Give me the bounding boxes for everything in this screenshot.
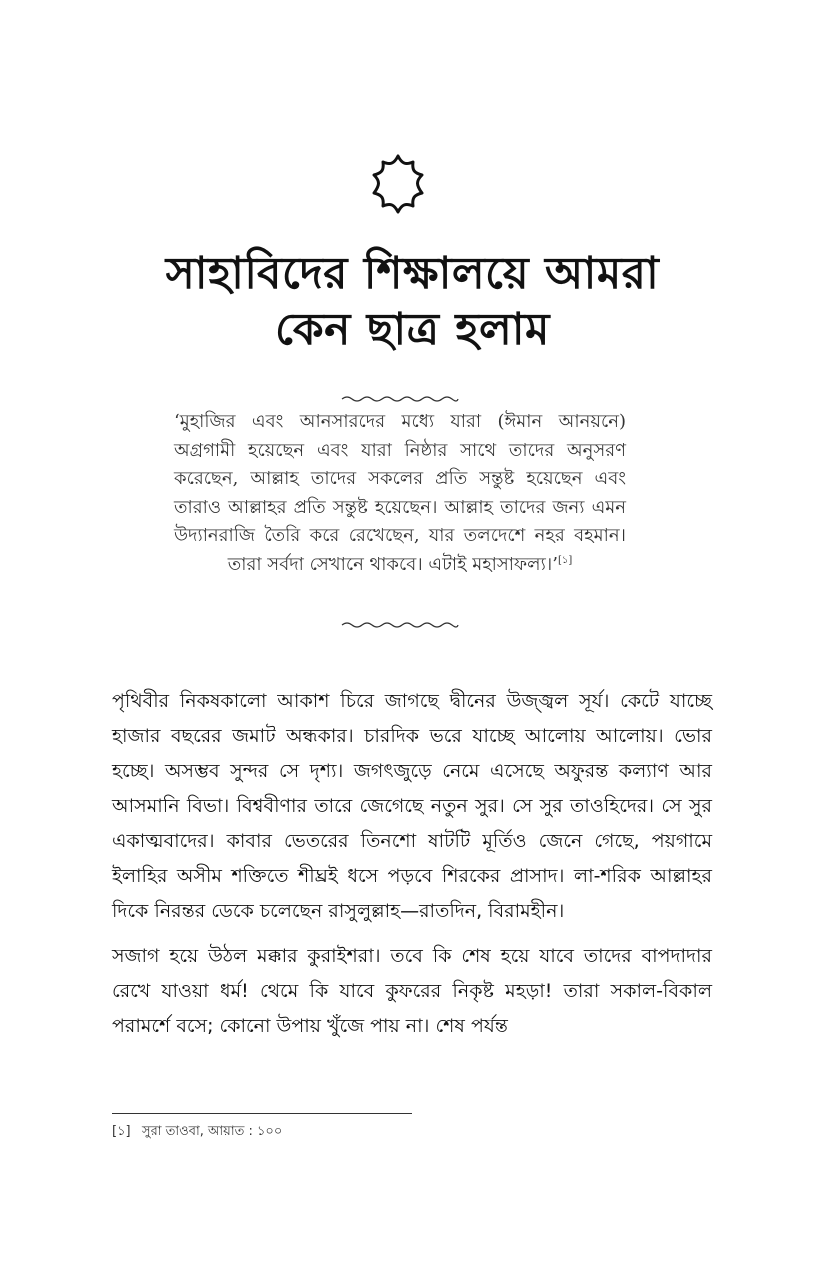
footnote-marker: [১] xyxy=(112,1124,131,1139)
footnote-divider xyxy=(112,1113,412,1114)
epigraph-text: ‘মুহাজির এবং আনসারদের মধ্যে যারা (ঈমান আনয়নে) অগ্রগামী হয়েছেন এবং যারা নিষ্ঠার সাথে তাদের অনুসরণ করেছেন, আল্লাহ তাদের সকলের প্রতি সন্তুষ্ট হয়েছেন এবং তারাও আল্লাহর প্রতি সন্তুষ্ট হয়েছেন। আল্লাহ তাদের জন্য এমন উদ্যানরাজি তৈরি করে রেখেছেন, যার তলদেশে নহর বহমান। তারা সর্বদা সেখানে থাকবে। এটাই মহাসাফল্য।’ xyxy=(174,411,626,575)
chapter-title-line-2: কেন ছাত্র হলাম xyxy=(275,304,550,355)
epigraph-top-divider xyxy=(340,394,460,404)
epigraph-quote xyxy=(174,408,626,580)
epigraph-bottom-divider xyxy=(340,620,460,630)
chapter-title-line-1: সাহাবিদের শিক্ষালয়ে আমরা xyxy=(165,248,660,299)
paragraph: পৃথিবীর নিকষকালো আকাশ চিরে জাগছে দ্বীনের উজ্জ্বল সূর্য। কেটে যাচ্ছে হাজার বছরের জমাট অন্ধকার। চারদিক ভরে যাচ্ছে আলোয় আলোয়। ভোর হচ্ছে। অসম্ভব সুন্দর সে দৃশ্য। জগৎজুড়ে নেমে এসেছে অফুরন্ত কল্যাণ আর আসমানি বিভা। বিশ্ববীণার তারে জেগেছে নতুন সুর। সে সুর তাওহিদের। সে সুর একাত্মবাদের। কাবার ভেতরের তিনশো ষাটটি মূর্তিও জেনে গেছে, পয়গামে ইলাহির অসীম শক্তিতে শীঘ্রই ধসে পড়বে শিরকের প্রাসাদ। লা-শরিক আল্লাহর দিকে নিরন্তর ডেকে চলেছেন রাসুলুল্লাহ—রাতদিন, বিরামহীন। xyxy=(112,690,712,922)
flower-ornament-icon xyxy=(366,152,430,216)
footnote xyxy=(112,1122,282,1142)
body-text xyxy=(112,684,712,1054)
chapter-title xyxy=(80,246,745,358)
paragraph: সজাগ হয়ে উঠল মক্কার কুরাইশরা। তবে কি শেষ হয়ে যাবে তাদের বাপদাদার রেখে যাওয়া ধর্ম! থেমে কি যাবে কুফরের নিকৃষ্ট মহড়া! তারা সকাল-বিকাল পরামর্শে বসে; কোনো উপায় খুঁজে পায় না। শেষ পর্যন্ত xyxy=(112,945,712,1037)
epigraph-footnote-ref[interactable]: [১] xyxy=(557,554,573,566)
footnote-text: সুরা তাওবা, আয়াত : ১০০ xyxy=(142,1124,283,1139)
